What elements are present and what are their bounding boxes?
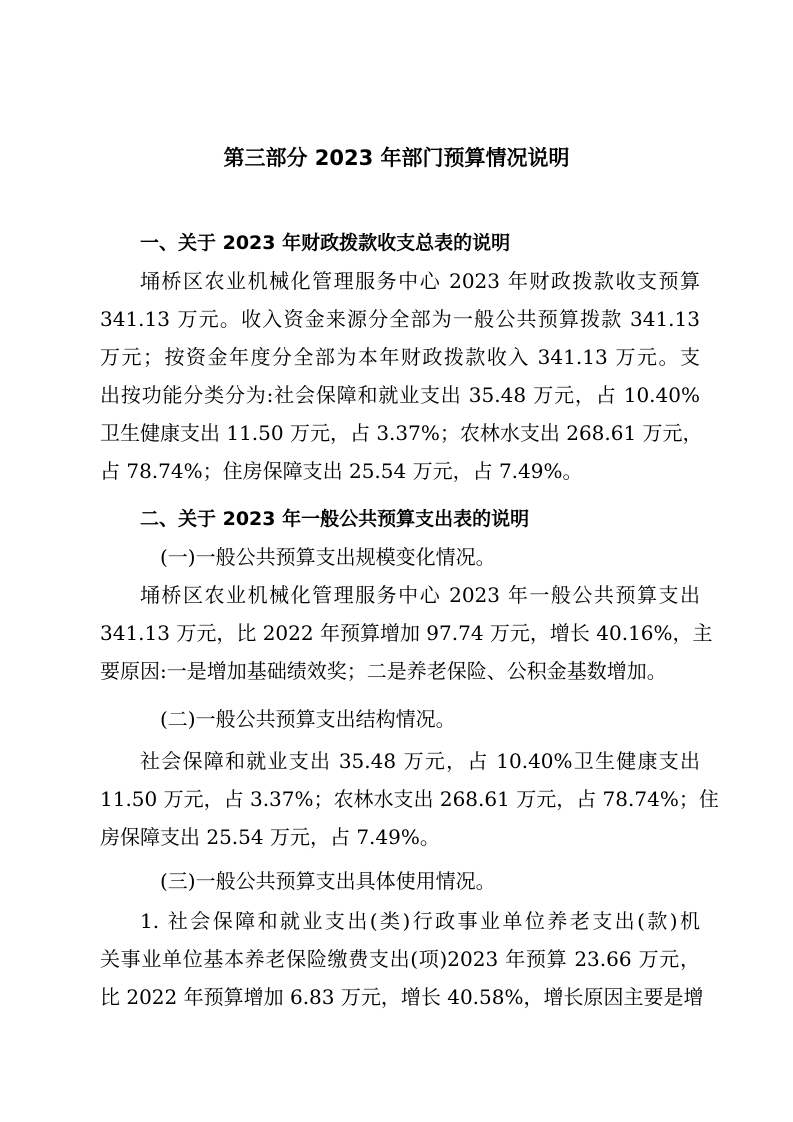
paragraph-line: 万元；按资金年度分全部为本年财政拨款收入 341.13 万元。支: [100, 345, 700, 369]
paragraph-line: 社会保障和就业支出 35.48 万元，占 10.40%卫生健康支出: [140, 749, 700, 773]
subsection-2-heading: (二)一般公共预算支出结构情况。: [160, 707, 456, 731]
paragraph-line: 341.13 万元。收入资金来源分全部为一般公共预算拨款 341.13: [100, 307, 700, 331]
paragraph-line: 埇桥区农业机械化管理服务中心 2023 年一般公共预算支出: [140, 583, 700, 607]
paragraph-line: 房保障支出 25.54 万元，占 7.49%。: [100, 825, 440, 849]
subsection-3-heading: (三)一般公共预算支出具体使用情况。: [160, 869, 496, 893]
paragraph-line: 341.13 万元，比 2022 年预算增加 97.74 万元，增长 40.16%，主: [100, 621, 713, 645]
paragraph-line: 1. 社会保障和就业支出(类)行政事业单位养老支出(款)机: [140, 909, 700, 933]
paragraph-line: 埇桥区农业机械化管理服务中心 2023 年财政拨款收支预算: [140, 269, 700, 293]
paragraph-line: 要原因:一是增加基础绩效奖；二是养老保险、公积金基数增加。: [100, 659, 667, 683]
subsection-1-heading: (一)一般公共预算支出规模变化情况。: [160, 545, 496, 569]
paragraph-line: 卫生健康支出 11.50 万元，占 3.37%；农林水支出 268.61 万元，: [100, 421, 703, 445]
page-title: 第三部分 2023 年部门预算情况说明: [223, 146, 570, 170]
paragraph-line: 占 78.74%；住房保障支出 25.54 万元，占 7.49%。: [100, 459, 583, 483]
paragraph-line: 11.50 万元，占 3.37%；农林水支出 268.61 万元，占 78.74%；住: [100, 787, 719, 811]
paragraph-line: 比 2022 年预算增加 6.83 万元，增长 40.58%，增长原因主要是增: [100, 985, 704, 1009]
section-2-heading: 二、关于 2023 年一般公共预算支出表的说明: [140, 508, 530, 530]
paragraph-line: 出按功能分类分为:社会保障和就业支出 35.48 万元，占 10.40%: [100, 383, 700, 407]
section-1-heading: 一、关于 2023 年财政拨款收支总表的说明: [140, 232, 511, 254]
paragraph-line: 关事业单位基本养老保险缴费支出(项)2023 年预算 23.66 万元，: [100, 947, 700, 971]
